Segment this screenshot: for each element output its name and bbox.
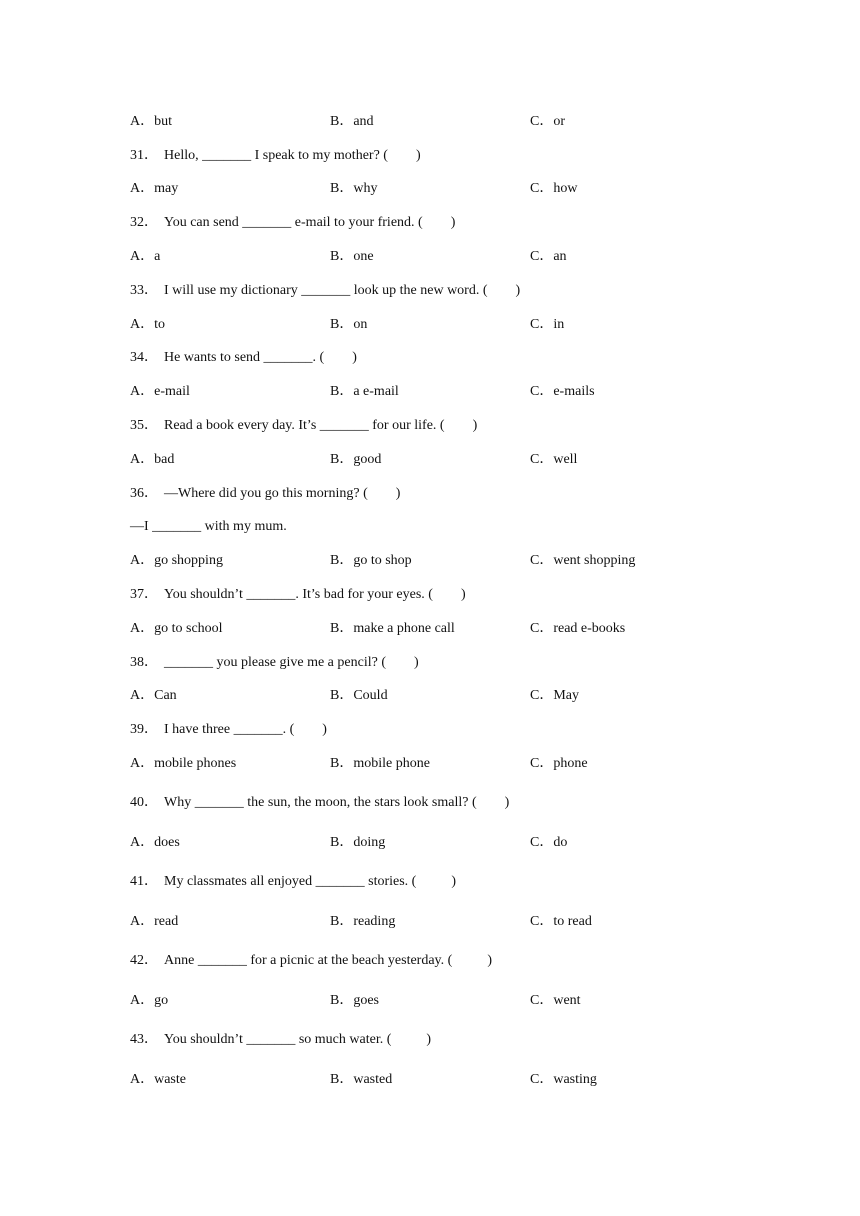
option-a: A．bad bbox=[130, 452, 175, 467]
question-number: 34． bbox=[130, 350, 158, 365]
question-32 bbox=[0, 213, 860, 233]
question-41 bbox=[0, 872, 860, 892]
question-number: 43． bbox=[130, 1032, 158, 1047]
option-b: B．reading bbox=[330, 914, 396, 929]
question-36 bbox=[0, 484, 860, 504]
option-c: C．well bbox=[530, 452, 578, 467]
question-number: 37． bbox=[130, 587, 158, 602]
options-row bbox=[0, 179, 860, 199]
option-c: C．to read bbox=[530, 914, 592, 929]
question-43 bbox=[0, 1030, 860, 1050]
options-row bbox=[0, 315, 860, 335]
option-b: B．mobile phone bbox=[330, 756, 430, 771]
question-text: You shouldn’t _______ so much water. ( ) bbox=[164, 1032, 432, 1047]
question-text: You can send _______ e-mail to your friend. ( ) bbox=[164, 215, 456, 230]
question-text: He wants to send _______. ( ) bbox=[164, 350, 357, 365]
question-number: 38． bbox=[130, 655, 158, 670]
option-b: B．Could bbox=[330, 688, 388, 703]
options-row bbox=[0, 912, 860, 932]
option-b: B．wasted bbox=[330, 1072, 393, 1087]
option-c: C．in bbox=[530, 317, 565, 332]
option-a: A．to bbox=[130, 317, 165, 332]
option-a: A．Can bbox=[130, 688, 177, 703]
option-a: A．go shopping bbox=[130, 553, 223, 568]
option-b: B．why bbox=[330, 181, 378, 196]
option-a: A．may bbox=[130, 181, 179, 196]
option-b: B．a e-mail bbox=[330, 384, 399, 399]
option-b: B．doing bbox=[330, 835, 386, 850]
options-row bbox=[0, 247, 860, 267]
option-c: C．how bbox=[530, 181, 578, 196]
option-a: A．go bbox=[130, 993, 169, 1008]
option-c: C．read e-books bbox=[530, 621, 626, 636]
question-35 bbox=[0, 416, 860, 436]
option-a: A．e-mail bbox=[130, 384, 190, 399]
question-number: 35． bbox=[130, 418, 158, 433]
option-c: C．phone bbox=[530, 756, 588, 771]
option-a: A．read bbox=[130, 914, 179, 929]
question-text: Hello, _______ I speak to my mother? ( ) bbox=[164, 148, 421, 163]
option-a: A．go to school bbox=[130, 621, 223, 636]
question-37 bbox=[0, 585, 860, 605]
option-b: B．on bbox=[330, 317, 368, 332]
dialogue-line bbox=[0, 517, 860, 537]
options-row bbox=[0, 833, 860, 853]
option-c: C．do bbox=[530, 835, 568, 850]
options-row bbox=[0, 1070, 860, 1090]
question-text: My classmates all enjoyed _______ stories. ( ) bbox=[164, 874, 457, 889]
question-number: 33． bbox=[130, 283, 158, 298]
option-b: B．make a phone call bbox=[330, 621, 455, 636]
option-a: A．does bbox=[130, 835, 180, 850]
question-number: 32． bbox=[130, 215, 158, 230]
question-40 bbox=[0, 793, 860, 813]
question-text: Why _______ the sun, the moon, the stars look small? ( ) bbox=[164, 795, 510, 810]
question-text: I will use my dictionary _______ look up the new word. ( ) bbox=[164, 283, 521, 298]
option-a: A．a bbox=[130, 249, 161, 264]
options-row bbox=[0, 450, 860, 470]
options-row bbox=[0, 991, 860, 1011]
option-c: C．wasting bbox=[530, 1072, 597, 1087]
question-number: 31． bbox=[130, 148, 158, 163]
option-c: C．went shopping bbox=[530, 553, 636, 568]
question-text: Anne _______ for a picnic at the beach yesterday. ( ) bbox=[164, 953, 492, 968]
option-c: C．an bbox=[530, 249, 567, 264]
option-a: A．but bbox=[130, 114, 172, 129]
options-row bbox=[0, 686, 860, 706]
question-42 bbox=[0, 951, 860, 971]
option-c: C．May bbox=[530, 688, 579, 703]
question-number: 40． bbox=[130, 795, 158, 810]
question-34 bbox=[0, 348, 860, 368]
question-text: I have three _______. ( ) bbox=[164, 722, 327, 737]
question-text: —Where did you go this morning? ( ) bbox=[164, 486, 401, 501]
question-number: 36． bbox=[130, 486, 158, 501]
question-39 bbox=[0, 720, 860, 740]
option-b: B．go to shop bbox=[330, 553, 412, 568]
option-b: B．one bbox=[330, 249, 374, 264]
question-number: 42． bbox=[130, 953, 158, 968]
options-row bbox=[0, 551, 860, 571]
options-row bbox=[0, 112, 860, 132]
option-b: B．good bbox=[330, 452, 382, 467]
options-row bbox=[0, 619, 860, 639]
question-38 bbox=[0, 653, 860, 673]
option-a: A．mobile phones bbox=[130, 756, 237, 771]
option-c: C．or bbox=[530, 114, 565, 129]
option-c: C．went bbox=[530, 993, 581, 1008]
question-text: You shouldn’t _______. It’s bad for your eyes. ( ) bbox=[164, 587, 466, 602]
question-31 bbox=[0, 146, 860, 166]
question-text: _______ you please give me a pencil? ( ) bbox=[164, 655, 419, 670]
option-c: C．e-mails bbox=[530, 384, 595, 399]
option-b: B．goes bbox=[330, 993, 379, 1008]
option-a: A．waste bbox=[130, 1072, 186, 1087]
question-33 bbox=[0, 281, 860, 301]
question-number: 41． bbox=[130, 874, 158, 889]
options-row bbox=[0, 754, 860, 774]
dialogue-text: —I _______ with my mum. bbox=[130, 519, 287, 534]
question-number: 39． bbox=[130, 722, 158, 737]
options-row bbox=[0, 382, 860, 402]
question-text: Read a book every day. It’s _______ for our life. ( ) bbox=[164, 418, 478, 433]
option-b: B．and bbox=[330, 114, 374, 129]
